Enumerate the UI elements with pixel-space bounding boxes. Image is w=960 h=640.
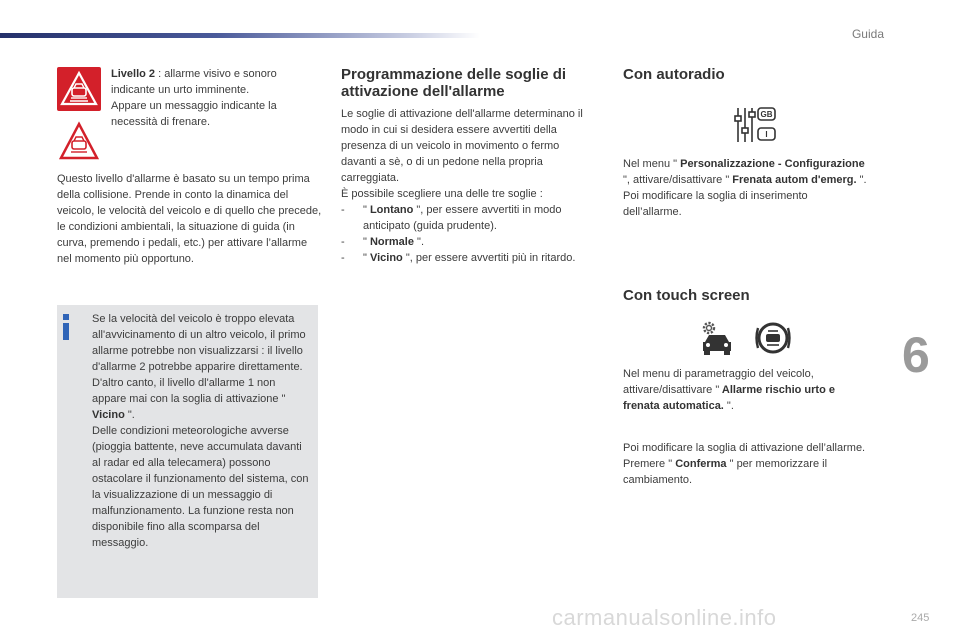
level2-text: : allarme visivo e sonoro indicante un urto imminente. bbox=[111, 68, 277, 96]
radio-icon-bottom-label: I bbox=[765, 130, 768, 139]
threshold-heading-text: Programmazione delle soglie di attivazione dell'allarme bbox=[341, 66, 567, 100]
info-text-3: Delle condizioni meteorologiche avverse (pioggia battente, neve accumulata davanti al radar ed alla telecamera) possono ostacolare il funzionamento del sistema, con la visualizzazione di un messaggio di malfunzionamento. La funzione resta non disponibile fino alla scomparsa del messaggio. bbox=[92, 425, 309, 549]
list-dash: - bbox=[341, 236, 345, 248]
threshold-body bbox=[341, 106, 596, 266]
quote-open: " bbox=[363, 236, 367, 248]
collision-alarm-icon bbox=[753, 319, 793, 357]
top-gradient-bar bbox=[0, 33, 480, 38]
touchscreen-function-name: Allarme rischio urto e frenata automatica. bbox=[623, 384, 835, 412]
option-description: ", per essere avvertiti più in ritardo. bbox=[402, 252, 576, 264]
info-note-box bbox=[57, 305, 318, 598]
section-label: Guida bbox=[851, 27, 884, 41]
confirm-line1: Poi modificare la soglia di attivazione dell’allarme. bbox=[623, 442, 866, 454]
option-vicino: Vicino bbox=[366, 252, 403, 264]
radio-icon-top-label: GB bbox=[760, 110, 773, 119]
collision-alert-outline-icon bbox=[57, 120, 101, 164]
threshold-heading bbox=[341, 66, 601, 100]
info-note-text bbox=[92, 311, 312, 551]
list-dash: - bbox=[341, 204, 345, 216]
chapter-number: 6 bbox=[902, 327, 930, 383]
list-dash: - bbox=[341, 252, 345, 264]
touchscreen-body bbox=[623, 366, 873, 414]
option-description: ". bbox=[413, 236, 425, 248]
option-description: ", per essere avvertiti in modo anticipato (guida prudente). bbox=[363, 204, 562, 232]
confirm-label: Conferma bbox=[672, 458, 727, 470]
quote-open: " bbox=[363, 204, 367, 216]
autoradio-text-post: ". bbox=[856, 174, 867, 186]
confirm-body bbox=[623, 440, 873, 488]
info-text-2: ". bbox=[124, 409, 135, 421]
list-item bbox=[341, 234, 596, 250]
settings-sliders-icon bbox=[733, 104, 777, 146]
function-name: Frenata autom d'emerg. bbox=[729, 174, 857, 186]
touchscreen-text-pre: Nel menu di parametraggio del veicolo, attivare/disattivare " bbox=[623, 368, 814, 396]
touchscreen-heading-text: Con touch screen bbox=[623, 287, 750, 304]
explanation-text: Questo livello d'allarme è basato su un tempo prima della collisione. Prende in conto la dinamica del veicolo, le velocità del veicolo e di quello che precede, le condizioni ambientali, la situazione di guida (in curva, premendo i pedali, etc.) per attivare l’allarme nel momento più opportuno. bbox=[57, 173, 322, 265]
info-bold-vicino: Vicino bbox=[92, 409, 125, 421]
level2-name: Livello 2 bbox=[111, 68, 156, 80]
info-text-1: Se la velocità del veicolo è troppo elevata all'avvicinamento di un altro veicolo, il primo allarme potrebbe non visualizzarsi : il livello d'allarme 2 potrebbe apparire direttamente. D'altro canto, il livello dl'allarme 1 non appare mai con la soglia di attivazione " bbox=[92, 313, 306, 405]
option-lontano: Lontano bbox=[366, 204, 414, 216]
collision-alert-red-icon bbox=[57, 67, 101, 111]
level2-description bbox=[111, 66, 311, 130]
menu-path: Personalizzazione - Configurazione bbox=[677, 158, 865, 170]
page-number: 245 bbox=[911, 612, 930, 624]
autoradio-text-mid: ", attivare/disattivare " bbox=[623, 174, 730, 186]
info-icon bbox=[62, 314, 70, 340]
confirm-text-post: " per memorizzare il cambiamento. bbox=[623, 458, 828, 486]
quote-open: " bbox=[363, 252, 367, 264]
autoradio-heading bbox=[623, 66, 883, 83]
list-item bbox=[341, 202, 596, 234]
car-settings-icon bbox=[697, 318, 737, 358]
threshold-intro: Le soglie di attivazione dell'allarme determinano il modo in cui si desidera essere avvertiti della presenza di un veicolo in movimento o fermo davanti a sè, o di un pedone nella propria carreggiata. bbox=[341, 108, 583, 184]
touchscreen-text-post: ". bbox=[723, 400, 734, 412]
option-normale: Normale bbox=[366, 236, 414, 248]
list-item bbox=[341, 250, 596, 266]
autoradio-line2: Poi modificare la soglia di inserimento dell’allarme. bbox=[623, 190, 808, 218]
level-explanation-paragraph bbox=[57, 171, 322, 267]
autoradio-body bbox=[623, 156, 868, 220]
autoradio-heading-text: Con autoradio bbox=[623, 66, 725, 83]
touchscreen-heading bbox=[623, 287, 883, 304]
threshold-choose: È possibile scegliere una delle tre soglie : bbox=[341, 188, 543, 200]
autoradio-text-pre: Nel menu " bbox=[623, 158, 678, 170]
level2-message-text: Appare un messaggio indicante la necessità di frenare. bbox=[111, 100, 277, 128]
confirm-text-pre: Premere " bbox=[623, 458, 673, 470]
watermark: carmanualsonline.info bbox=[552, 605, 777, 630]
